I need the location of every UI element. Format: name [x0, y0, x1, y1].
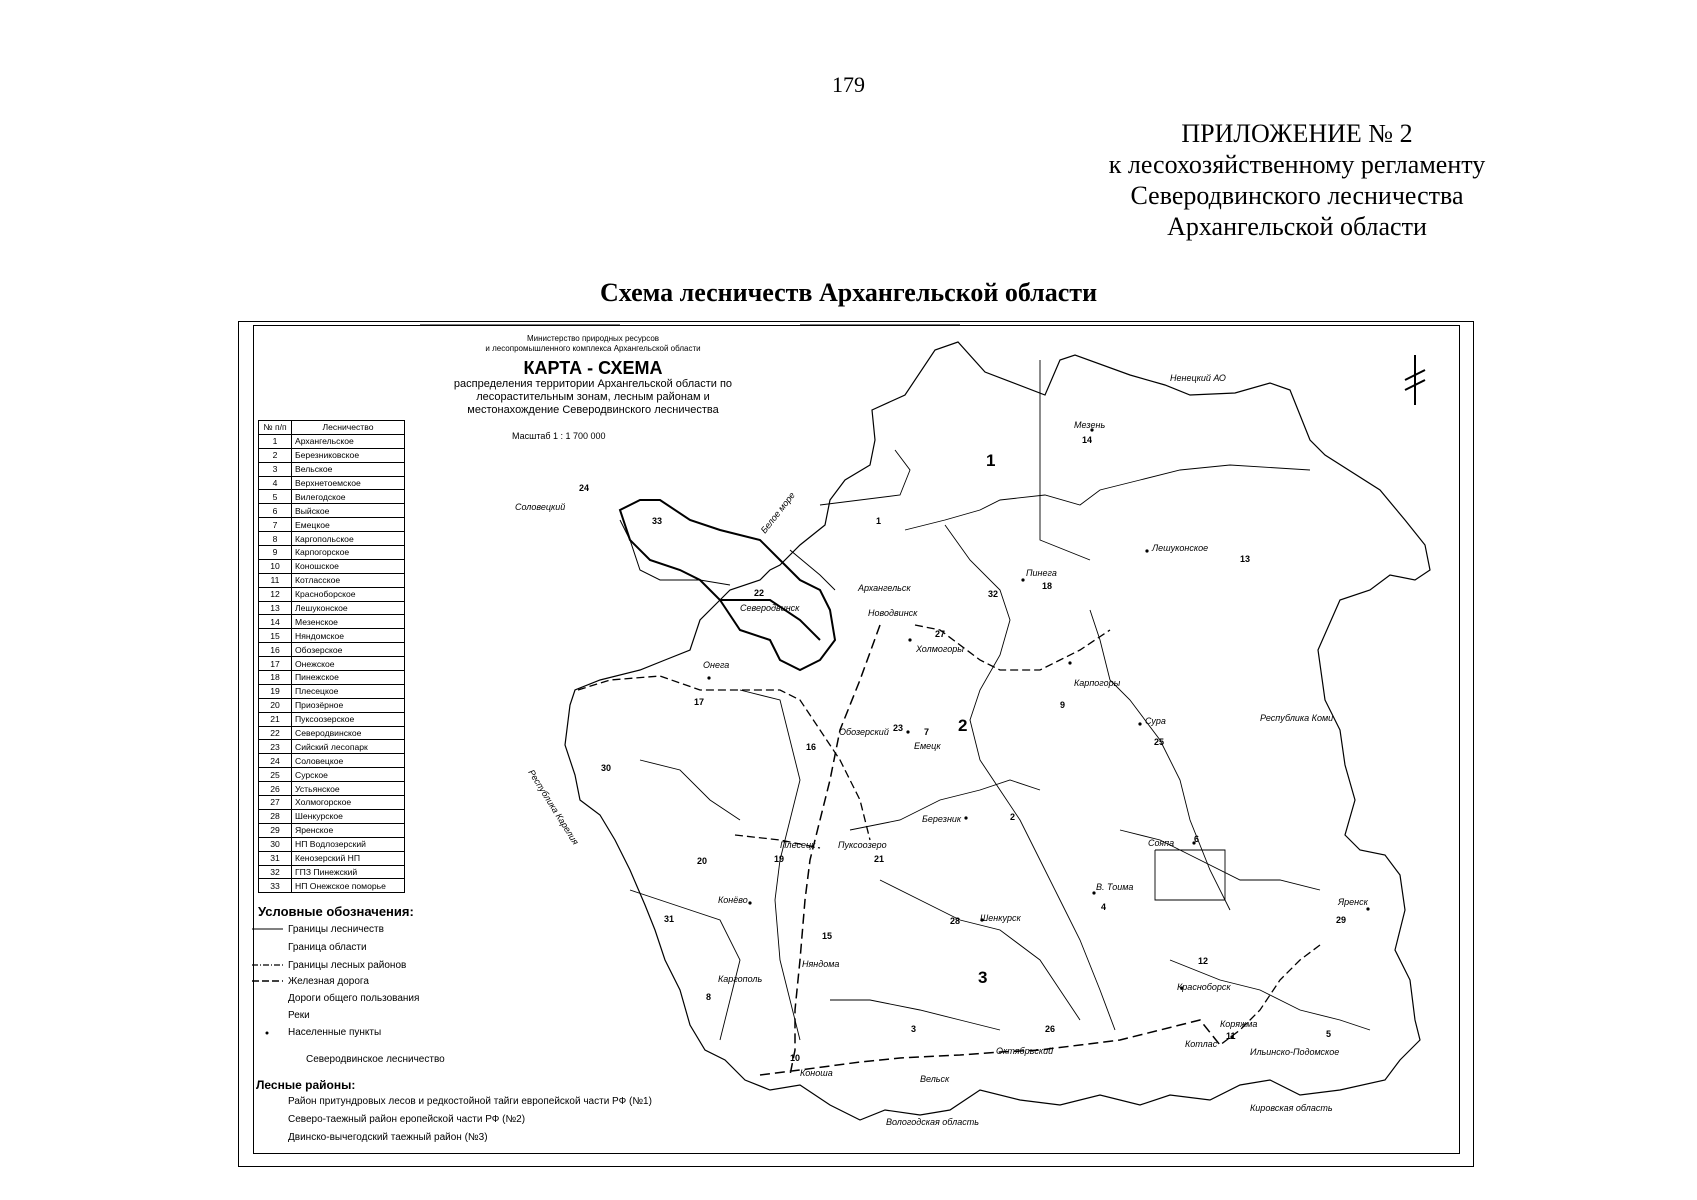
- town-label: Шенкурск: [980, 913, 1021, 923]
- forestry-number: 25: [1154, 737, 1165, 747]
- forestry-number-cell: 3: [259, 462, 292, 476]
- forestry-name-cell: Вельское: [292, 462, 405, 476]
- forestry-number: 19: [774, 854, 785, 864]
- coastline: [620, 520, 835, 590]
- forestry-number-cell: 32: [259, 865, 292, 879]
- forestry-number-cell: 33: [259, 879, 292, 893]
- region-label: Ненецкий АО: [1170, 373, 1226, 383]
- forestry-number: 16: [806, 742, 817, 752]
- table-row: [259, 754, 405, 768]
- table-row: [259, 476, 405, 490]
- table-row: [259, 504, 405, 518]
- forestry-name-cell: Каргопольское: [292, 532, 405, 546]
- table-row: [259, 809, 405, 823]
- oblast-border: [565, 342, 1430, 1120]
- town-label: Березник: [922, 814, 962, 824]
- legend-item: Населенные пункты: [288, 1027, 382, 1038]
- forestry-name-cell: НП Водлозерский: [292, 837, 405, 851]
- town-label: Вельск: [920, 1074, 950, 1084]
- forestry-number: 20: [697, 856, 708, 866]
- town-label: Яренск: [1338, 897, 1368, 907]
- town-label: Емецк: [914, 741, 941, 751]
- table-row: [259, 615, 405, 629]
- forestry-number: 5: [1326, 1029, 1332, 1039]
- table-row: [259, 546, 405, 560]
- table-row: [259, 837, 405, 851]
- town-label: Октябрьский: [996, 1046, 1054, 1056]
- forestry-name-cell: Емецкое: [292, 518, 405, 532]
- table-row: [259, 448, 405, 462]
- region-label: Вологодская область: [886, 1117, 979, 1127]
- forestry-number-cell: 5: [259, 490, 292, 504]
- legend-symbols: [252, 929, 283, 1035]
- forestry-number-cell: 12: [259, 587, 292, 601]
- forestry-number-cell: 7: [259, 518, 292, 532]
- forestry-number-cell: 2: [259, 448, 292, 462]
- forestry-number: 4: [1101, 902, 1107, 912]
- district-numerals: [958, 451, 995, 987]
- forestry-number-cell: 17: [259, 657, 292, 671]
- table-row: [259, 768, 405, 782]
- forestry-name-cell: Пуксоозерское: [292, 712, 405, 726]
- table-row: [259, 643, 405, 657]
- forestry-number: 21: [874, 854, 885, 864]
- ministry-line: Министерство природных ресурсов: [526, 334, 660, 343]
- forestry-number-cell: 31: [259, 851, 292, 865]
- town-label: Коноша: [800, 1068, 833, 1078]
- forestry-name-cell: Сурское: [292, 768, 405, 782]
- table-row: [259, 865, 405, 879]
- town-label: Новодвинск: [868, 608, 918, 618]
- forestry-number-cell: 24: [259, 754, 292, 768]
- town-label: Онега: [703, 660, 730, 670]
- forestry-number: 9: [1060, 700, 1066, 710]
- appendix-line: к лесохозяйственному регламенту: [1108, 150, 1486, 179]
- forestry-number-cell: 19: [259, 684, 292, 698]
- forestry-number-cell: 18: [259, 671, 292, 685]
- forestry-name-cell: Мезенское: [292, 615, 405, 629]
- town-label: Северодвинск: [740, 603, 800, 613]
- forestry-number-cell: 11: [259, 573, 292, 587]
- table-row: [259, 629, 405, 643]
- forestry-number: 14: [1082, 435, 1093, 445]
- town-label: Карпогоры: [1074, 678, 1121, 688]
- forestry-name-cell: Приозёрное: [292, 698, 405, 712]
- table-row: [259, 851, 405, 865]
- forestry-number: 24: [579, 483, 590, 493]
- town-label: Каргополь: [718, 974, 763, 984]
- forestry-name-cell: Архангельское: [292, 434, 405, 448]
- forestry-number-cell: 22: [259, 726, 292, 740]
- region-label: Республика Карелия: [526, 767, 581, 847]
- table-header: № п/п: [259, 421, 292, 435]
- forestry-number: 28: [950, 916, 961, 926]
- forestry-number-cell: 10: [259, 559, 292, 573]
- forestry-number: 1: [876, 516, 882, 526]
- table-row: [259, 879, 405, 893]
- town-label: Лешуконское: [1152, 543, 1209, 553]
- forestry-name-cell: Выйское: [292, 504, 405, 518]
- ministry-line: и лесопромышленного комплекса Архангельской области: [485, 344, 701, 353]
- town-label: Обозерский: [839, 727, 889, 737]
- forestry-number-cell: 4: [259, 476, 292, 490]
- legend-item: Дороги общего пользования: [288, 993, 420, 1004]
- forestry-name-cell: Пинежское: [292, 671, 405, 685]
- appendix-line: Северодвинского лесничества: [1130, 181, 1464, 210]
- forestry-number: 27: [935, 629, 946, 639]
- table-row: [259, 532, 405, 546]
- map-subtitle-line: лесорастительным зонам, лесным районам и: [476, 391, 710, 403]
- forestry-number-cell: 9: [259, 546, 292, 560]
- forestry-number-cell: 28: [259, 809, 292, 823]
- town-label: Холмогоры: [916, 644, 964, 654]
- forest-district-item: Северо-таежный район еропейской части РФ (№2): [288, 1114, 526, 1125]
- forestry-name-cell: НП Онежское поморье: [292, 879, 405, 893]
- district-numeral: 1: [986, 451, 996, 470]
- forestry-number: 12: [1198, 956, 1209, 966]
- forestry-number: 6: [1194, 834, 1200, 844]
- forestry-name-cell: Вилегодское: [292, 490, 405, 504]
- forestry-number: 7: [924, 727, 930, 737]
- settlement-dots: [707, 428, 1369, 1038]
- table-row: [259, 434, 405, 448]
- forestry-number-cell: 30: [259, 837, 292, 851]
- legend-item: Граница области: [288, 942, 367, 953]
- table-row: [259, 782, 405, 796]
- forestry-number: 11: [1226, 1031, 1236, 1041]
- forestry-name-cell: Холмогорское: [292, 796, 405, 810]
- forestry-name-cell: Котласское: [292, 573, 405, 587]
- map-title: КАРТА - СХЕМА: [523, 358, 663, 378]
- forest-district-item: Район притундровых лесов и редкостойной тайги европейской части РФ (№1): [288, 1096, 652, 1107]
- forestry-number-cell: 6: [259, 504, 292, 518]
- district-numeral: 2: [958, 716, 968, 735]
- forestry-number: 22: [754, 588, 765, 598]
- town-label: Пинега: [1026, 568, 1057, 578]
- region-label: Республика Коми: [1260, 713, 1334, 723]
- town-label: Соловецкий: [515, 502, 566, 512]
- forestry-number-cell: 8: [259, 532, 292, 546]
- forestry-number: 10: [790, 1053, 801, 1063]
- table-row: [259, 796, 405, 810]
- town-label: Плесецк: [780, 840, 816, 850]
- forestry-number-cell: 16: [259, 643, 292, 657]
- table-row: [259, 671, 405, 685]
- appendix-line: ПРИЛОЖЕНИЕ № 2: [1181, 119, 1413, 148]
- map-subtitle-line: распределения территории Архангельской области по: [453, 378, 733, 390]
- town-label: Мезень: [1074, 420, 1106, 430]
- forestry-name-cell: Обозерское: [292, 643, 405, 657]
- forestry-name-cell: ГПЗ Пинежский: [292, 865, 405, 879]
- table-row: [259, 559, 405, 573]
- forestry-number: 17: [694, 697, 705, 707]
- forestry-number-cell: 13: [259, 601, 292, 615]
- region-label: Кировская область: [1250, 1103, 1333, 1113]
- forestry-name-cell: Березниковское: [292, 448, 405, 462]
- forestry-number: 30: [601, 763, 612, 773]
- table-body: [259, 434, 405, 892]
- forestry-number: 23: [893, 723, 904, 733]
- town-label: Сура: [1145, 716, 1166, 726]
- table-row: [259, 684, 405, 698]
- forestry-number: 2: [1010, 812, 1016, 822]
- forestry-number: 8: [706, 992, 712, 1002]
- forestry-name-cell: Плесецкое: [292, 684, 405, 698]
- table-header: Лесничество: [292, 421, 405, 435]
- forestry-number: 33: [652, 516, 663, 526]
- forestry-name-cell: Красноборское: [292, 587, 405, 601]
- legend-item: Северодвинское лесничество: [306, 1054, 445, 1065]
- forestry-number: 29: [1336, 915, 1347, 925]
- appendix-line: Архангельской области: [1167, 212, 1427, 241]
- table-row: [259, 712, 405, 726]
- forestry-name-cell: Верхнетоемское: [292, 476, 405, 490]
- table-row: [259, 601, 405, 615]
- legend-item: Границы лесничеств: [288, 924, 384, 935]
- forest-district-item: Двинско-вычегодский таежный район (№3): [288, 1132, 488, 1143]
- forestry-number-cell: 26: [259, 782, 292, 796]
- forestry-numbers: [579, 435, 1346, 1063]
- table-row: [259, 573, 405, 587]
- forestry-number: 15: [822, 931, 833, 941]
- sea-label: Белое море: [758, 490, 797, 536]
- map-subtitle: [398, 378, 788, 417]
- forestry-name-cell: Шенкурское: [292, 809, 405, 823]
- forestry-number-cell: 20: [259, 698, 292, 712]
- forestry-name-cell: Коношское: [292, 559, 405, 573]
- table-row: [259, 657, 405, 671]
- forestry-number-cell: 23: [259, 740, 292, 754]
- table-row: [259, 740, 405, 754]
- town-label: Пуксоозеро: [838, 840, 887, 850]
- table-row: [259, 823, 405, 837]
- district-numeral: 3: [978, 968, 988, 987]
- forestry-number: 32: [988, 589, 999, 599]
- forestry-number-cell: 27: [259, 796, 292, 810]
- forestry-name-cell: Лешуконское: [292, 601, 405, 615]
- forest-district-boundary: [578, 676, 870, 840]
- legend-item: Реки: [288, 1010, 310, 1021]
- forestry-number-cell: 21: [259, 712, 292, 726]
- table-row: [259, 518, 405, 532]
- north-arrow-icon: [1405, 355, 1425, 405]
- town-label: В. Тоима: [1096, 882, 1134, 892]
- town-label: Ильинско-Подомское: [1250, 1047, 1340, 1057]
- town-label: Котлас: [1185, 1039, 1218, 1049]
- forestry-number-cell: 15: [259, 629, 292, 643]
- railway: [760, 625, 1220, 1075]
- forestry-number: 13: [1240, 554, 1251, 564]
- forestry-name-cell: Сийский лесопарк: [292, 740, 405, 754]
- table-header-row: [259, 421, 405, 435]
- forestry-name-cell: Соловецкое: [292, 754, 405, 768]
- map-subtitle-line: местонахождение Северодвинского лесничества: [467, 404, 719, 416]
- forest-districts-title: Лесные районы:: [256, 1078, 356, 1092]
- forestry-name-cell: Онежское: [292, 657, 405, 671]
- table-row: [259, 587, 405, 601]
- table-row: [259, 462, 405, 476]
- table-row: [259, 698, 405, 712]
- legend-item: Железная дорога: [288, 976, 369, 987]
- town-label: Конёво: [718, 895, 748, 905]
- forestry-table: [258, 420, 405, 893]
- forestry-name-cell: Устьянское: [292, 782, 405, 796]
- forestry-number: 31: [664, 914, 675, 924]
- forestry-number: 18: [1042, 581, 1053, 591]
- town-label: Няндома: [802, 959, 840, 969]
- forestry-boundaries: [630, 360, 1370, 1040]
- forestry-number-cell: 1: [259, 434, 292, 448]
- forestry-name-cell: Кенозерский НП: [292, 851, 405, 865]
- forestry-name-cell: Яренское: [292, 823, 405, 837]
- forestry-number-cell: 14: [259, 615, 292, 629]
- table-row: [259, 490, 405, 504]
- town-label: Сояпа: [1148, 838, 1175, 848]
- page-number: 179: [832, 72, 865, 97]
- town-label: Коряжма: [1220, 1019, 1258, 1029]
- town-label: Архангельск: [858, 583, 911, 593]
- table-row: [259, 726, 405, 740]
- forestry-number: 26: [1045, 1024, 1056, 1034]
- map-town-labels: [515, 373, 1369, 1127]
- forestry-number-cell: 25: [259, 768, 292, 782]
- map-scale: Масштаб 1 : 1 700 000: [512, 431, 606, 441]
- document-title: Схема лесничеств Архангельской области: [599, 278, 1098, 307]
- forestry-name-cell: Няндомское: [292, 629, 405, 643]
- forestry-number-cell: 29: [259, 823, 292, 837]
- forestry-name-cell: Карпогорское: [292, 546, 405, 560]
- legend-title: Условные обозначения:: [258, 904, 414, 919]
- forestry-name-cell: Северодвинское: [292, 726, 405, 740]
- legend-item: Границы лесных районов: [288, 960, 407, 971]
- forestry-number: 3: [911, 1024, 917, 1034]
- town-label: Красноборск: [1177, 982, 1231, 992]
